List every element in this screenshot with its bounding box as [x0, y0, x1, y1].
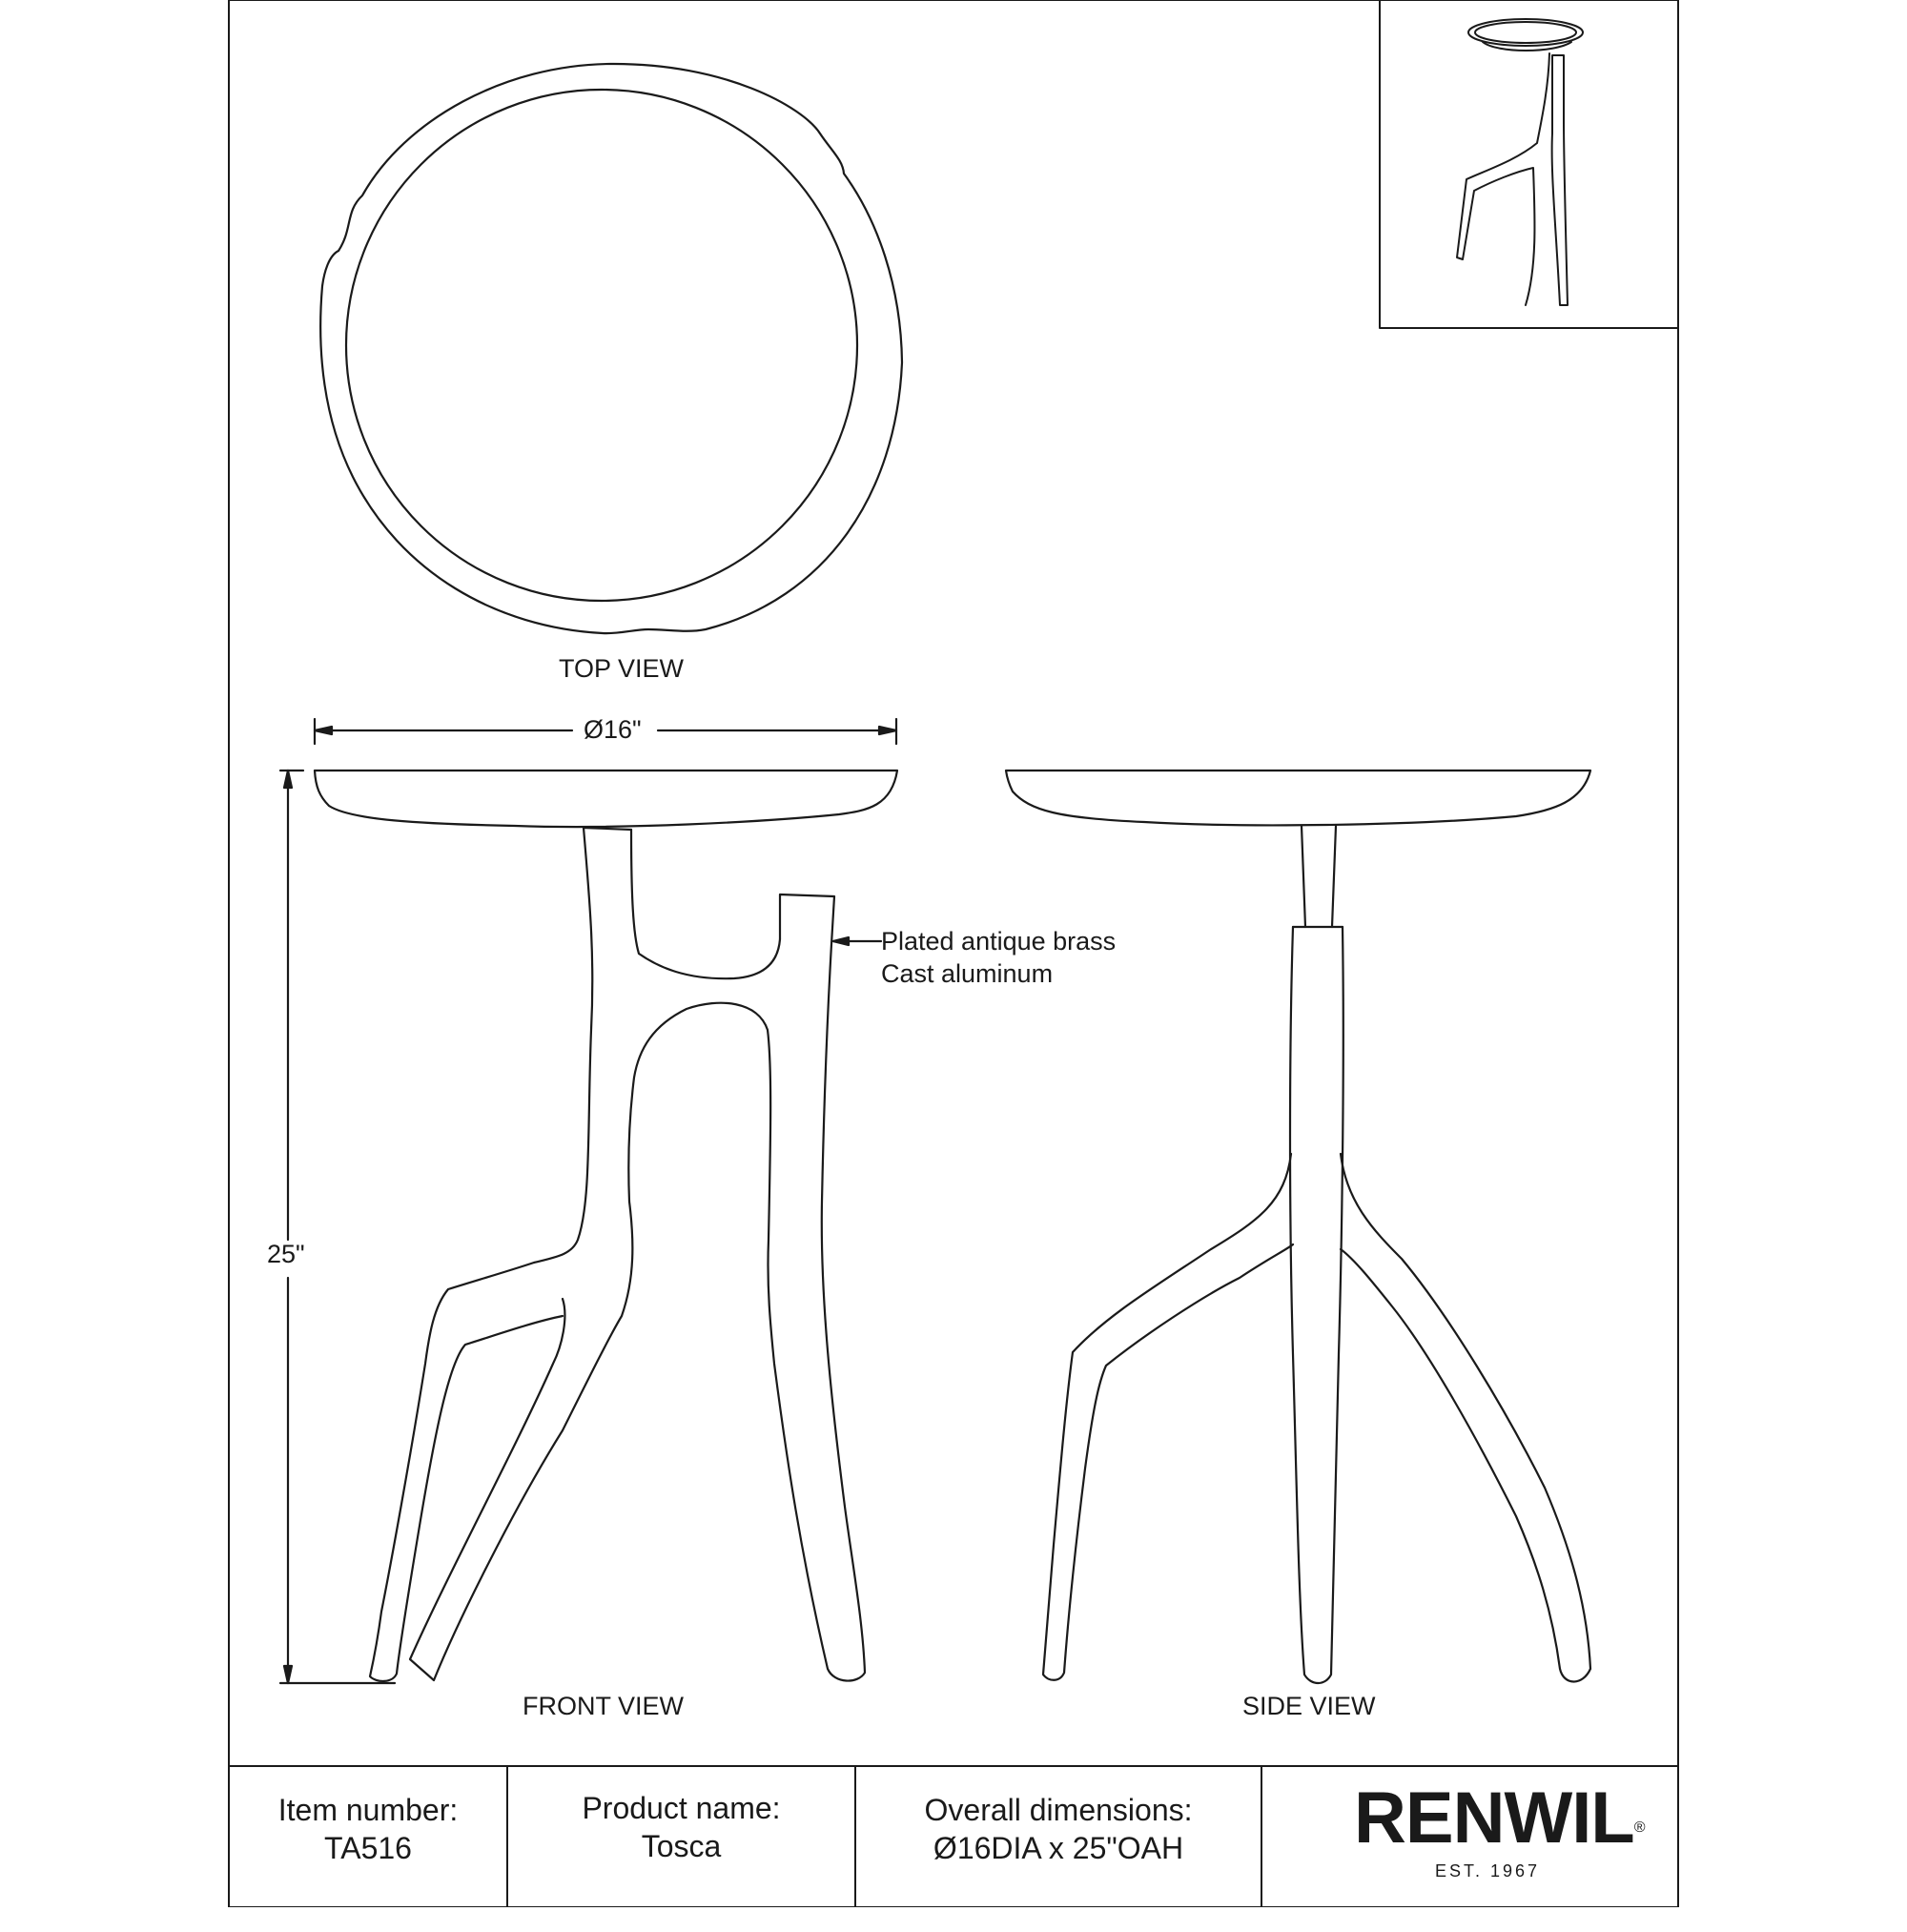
- top-view-label: TOP VIEW: [559, 654, 685, 683]
- top-view-outer-rim: [320, 64, 902, 633]
- front-view-label: FRONT VIEW: [523, 1692, 685, 1720]
- height-dimension: [280, 771, 395, 1683]
- material-callout: [833, 937, 881, 945]
- overall-dimensions-value: Ø16DIA x 25"OAH: [933, 1831, 1184, 1865]
- logo-wordmark: [1354, 1778, 1645, 1859]
- perspective-table-drawing: [1457, 19, 1583, 305]
- item-number-label: Item number:: [277, 1793, 459, 1827]
- overall-dimensions-label: Overall dimensions:: [924, 1793, 1193, 1827]
- callout-finish-label: Plated antique brass: [881, 927, 1117, 956]
- front-view-crossbar: [631, 830, 780, 978]
- top-view-inner-rim: [346, 90, 857, 601]
- item-number-value: TA516: [324, 1831, 412, 1865]
- front-view-drawing: [315, 771, 897, 1681]
- product-name-value: Tosca: [641, 1829, 722, 1863]
- side-view-drawing: [1006, 771, 1590, 1683]
- diameter-dimension-label: Ø16": [584, 715, 642, 744]
- product-name-cell: [507, 1766, 855, 1930]
- side-view-center-leg: [1290, 927, 1343, 1683]
- height-dimension-label: 25": [267, 1240, 305, 1268]
- side-view-label: SIDE VIEW: [1242, 1692, 1376, 1720]
- logo-established: EST. 1967: [1434, 1861, 1541, 1881]
- side-view-neck: [1302, 826, 1336, 927]
- front-view-leg-fill: [584, 828, 631, 830]
- top-view-drawing: [320, 64, 902, 633]
- side-view-left-leg: [1043, 1154, 1293, 1680]
- side-view-tabletop: [1006, 771, 1590, 825]
- logo-text: RENWIL: [1354, 1778, 1634, 1859]
- front-view-tabletop: [315, 771, 897, 827]
- renwil-logo: [1354, 1778, 1645, 1881]
- product-name-label: Product name:: [582, 1791, 781, 1825]
- registered-mark-icon: ®: [1633, 1819, 1645, 1836]
- side-view-right-leg: [1341, 1154, 1590, 1682]
- callout-material-label: Cast aluminum: [881, 959, 1054, 988]
- perspective-inset-box: [1380, 0, 1678, 328]
- front-view-stem-left: [370, 828, 592, 1681]
- front-view-inner-leg: [410, 894, 865, 1681]
